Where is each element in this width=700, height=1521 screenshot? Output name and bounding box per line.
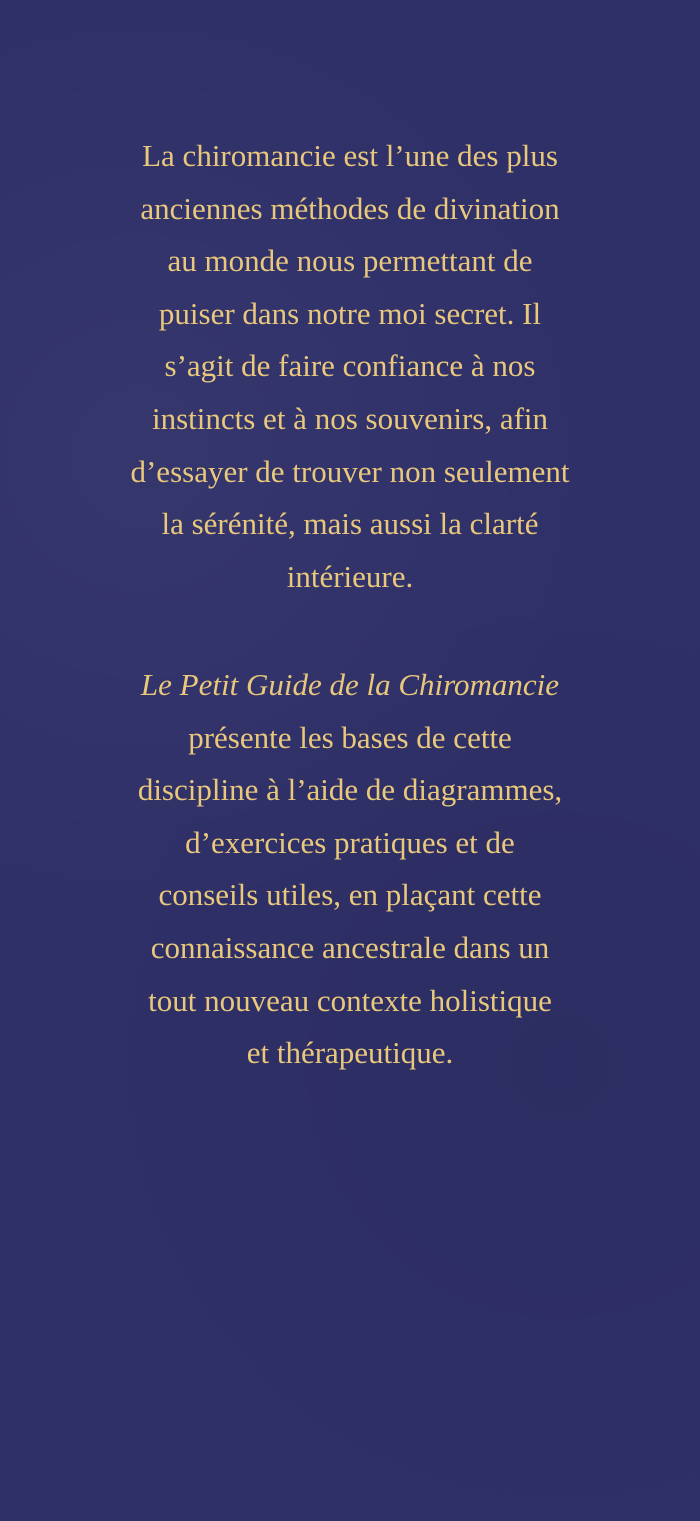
text-line: puiser dans notre moi secret. Il	[158, 295, 542, 331]
text-line: d’essayer de trouver non seulement	[130, 453, 570, 489]
text-line: conseils utiles, en plaçant cette	[158, 877, 542, 913]
text-line: instincts et à nos souvenirs, afin	[151, 400, 549, 436]
text-line: et thérapeutique.	[246, 1035, 454, 1071]
text-line: tout nouveau contexte holistique	[148, 982, 552, 1018]
text-line: la sérénité, mais aussi la clarté	[161, 506, 539, 542]
text-line: anciennes méthodes de divination	[140, 190, 560, 226]
text-line: d’exercices pratiques et de	[185, 824, 515, 860]
blurb-paragraph-2	[30, 659, 670, 1080]
text-line: présente les bases de cette	[188, 719, 512, 755]
text-line: intérieure.	[286, 558, 414, 594]
book-title: Le Petit Guide de la Chiromancie	[140, 667, 560, 702]
text-line: La chiromancie est l’une des plus	[142, 138, 558, 173]
text-line: connaissance ancestrale dans un	[150, 929, 550, 965]
text-line: discipline à l’aide de diagrammes,	[137, 772, 563, 808]
blurb-paragraph-1	[30, 130, 670, 603]
text-line: au monde nous permettant de	[167, 243, 533, 279]
text-line: s’agit de faire confiance à nos	[164, 348, 536, 384]
